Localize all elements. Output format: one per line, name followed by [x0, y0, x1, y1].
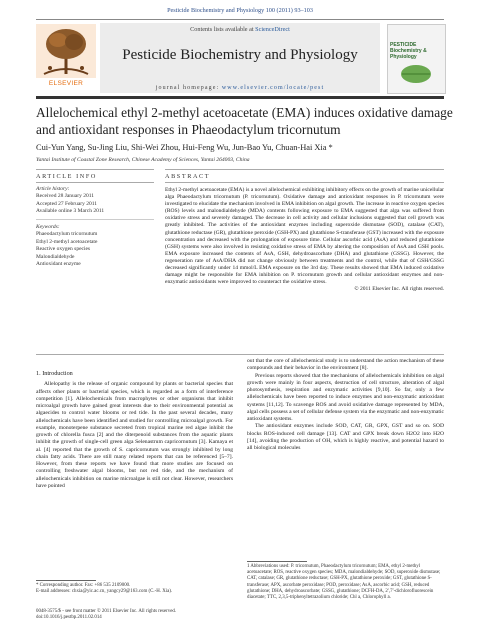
author-list: Cui-Yun Yang, Su-Jing Liu, Shi-Wei Zhou, Hui-Feng Wu, Jun-Bao Yu, Chuan-Hai Xia *: [36, 143, 333, 152]
keyword-item: Antioxidant enzyme: [36, 261, 81, 268]
issn-block: [36, 609, 233, 621]
email-addresses[interactable]: E-mail addresses: chxia@yic.ac.cn, yangcy29@163.com (C.-H. Xia).: [36, 589, 173, 595]
abstract-copyright: © 2011 Elsevier Inc. All rights reserved.: [354, 286, 444, 293]
keyword-item: Phaeodactylum tricornutum: [36, 231, 98, 238]
body-left-column: [36, 370, 233, 490]
accepted-date: Accepted 27 February 2011: [36, 200, 98, 207]
paragraph: Previous reports showed that the mechanisms of allelochemicals inhibition on algal growth were mainly in four aspects, destruction of cell structure, alteration of algal photosynthesis, respiration and enzymatic activities [9,10]. So far, only a few allelochemicals have been reported to induce enzymes and non-enzymatic antioxidant systems [11,12]. To scavenge ROS and avoid oxidative damage represented by MDA, algal cells possess a set of cellular defense system via the enzymatic and non-enzymatic antioxidant systems.: [247, 372, 444, 422]
body-right-column: [247, 358, 444, 452]
paragraph: out that the core of allelochemical study is to understand the action mechanism of these compounds and their behavior in the environment [8].: [247, 358, 444, 372]
keyword-item: Reactive oxygen species: [36, 246, 91, 253]
sciencedirect-link[interactable]: ScienceDirect: [255, 26, 290, 33]
abstract-rule: [165, 169, 444, 170]
abbreviations-footnote: 1 Abbreviations used: P. tricornutum, Phaeodactylum tricornutum; EMA, ethyl 2-methyl acetoacetate; ROS, reactive oxygen species; MDA, malondialdehyde; SOD, superoxide dismutase; CAT, catalase; GR, glutathione reductase; GSH-PX, glutathione peroxide; GST, glutathione S-transferase; APX, ascorbate peroxidase; POD, peroxidase; AsA, ascorbic acid; GSH, reduced glutathione; DHA, dehydroascorbate; GSSG, glutathione; DCFH-DA, 2′,7′-dichlorofluorescein diacetate; TTC, 2,3,5-triphenyltetrazolium chloride; Chl a, Chlorophyll a.: [247, 564, 441, 601]
keywords-block: [36, 224, 156, 268]
corresponding-footnote-rule: [36, 580, 96, 581]
section-heading-introduction: 1. Introduction: [36, 370, 73, 377]
received-date: Received 28 January 2011: [36, 193, 94, 200]
article-info-rule-2: [36, 182, 154, 183]
elsevier-tree-logo: [36, 24, 96, 78]
doi-link[interactable]: doi:10.1016/j.pestbp.2011.02.014: [36, 615, 102, 621]
paragraph: The antioxidant enzymes include SOD, CAT, GR, GPX, GST and so on. SOD blocks ROS-induced cell damage [13]. CAT and GPX break down H2O2 into H2O [14], avoiding the production of OH, which is highly reactive, and potential hazard to all biological molecules: [247, 423, 444, 451]
contents-line: [100, 26, 380, 33]
abstract-body: [165, 187, 444, 293]
corresponding-author: * Corresponding author. Fax: +86 535 2109000.: [36, 583, 131, 588]
paragraph: Allelopathy is the release of organic compound by plants or bacterial species that affects other plants or bacterial species, which is regarded as a form of interference competition [1]. Allelochemicals from macrophytes or other organisms that inhibit microalgal growth have gained great interests due to their environmental potential as algaecides to control water blooms or red tide. In the past several decades, many allelochemicals have been identified and studied for controlling microalgal growth. For example, monoterpene substance secreted from tropical marine red algae inhibit the growth of chlorella fusca [2] and the diterpenoid substances from the aquatic plants inhibit the growth of single-cell green alga Selenastrum capricornutum [3]. Kamaya et al. [4] reported that the growth of S. capricornutum was strongly inhibited by long chain fatty acids. There are still many related reports that can be referenced [5–7]. However, from these reports we have found that more studies are focused on controlling freshwater algal blooms, but not red tide, and the mechanism of allelochemicals inhibition on marine microalgae is still not clear. However, researchers have pointed: [36, 381, 233, 489]
keywords-label: Keywords:: [36, 224, 60, 230]
history-label: Article history:: [36, 186, 70, 192]
cover-leaf-image: [399, 60, 433, 88]
abstract-rule-2: [165, 182, 444, 183]
corresponding-author-note: [36, 583, 233, 595]
keyword-item: Ethyl 2-methyl acetoacetate: [36, 238, 98, 245]
running-head: Pesticide Biochemistry and Physiology 100 (2011) 93–103: [167, 7, 313, 14]
homepage-prefix: journal homepage:: [155, 85, 222, 91]
abstract-bottom-rule: [36, 354, 444, 355]
homepage-link[interactable]: www.elsevier.com/locate/pest: [221, 85, 325, 91]
abstract-heading: ABSTRACT: [165, 173, 211, 180]
journal-title: Pesticide Biochemistry and Physiology: [122, 47, 358, 63]
article-title: [36, 104, 456, 138]
keywords-rule: [36, 219, 154, 220]
cover-title: PESTICIDE Biochemistry & Physiology: [390, 42, 427, 60]
article-info-rule: [36, 169, 154, 170]
contents-prefix: Contents lists available at: [190, 26, 256, 33]
article-info-heading: ARTICLE INFO: [36, 173, 97, 180]
header-rule: [36, 19, 444, 20]
abstract-text: Ethyl 2-methyl acetoacetate (EMA) is a novel allelochemical exhibiting inhibitory effects on the growth of marine unicellular alga Phaeodactylum tricornutum (P. tricornutum). Oxidative damage and antioxidant responses in P. tricornutum were investigated to elucidate the mechanism involved in EMA inhibition on algal growth. The increase in reactive oxygen species (ROS) levels and malondialdehyde (MDA) contents following exposure to EMA suggested that alga was suffered from oxidative stress and severely damaged. The decrease in cell activity and cellular inclusions suggested that cell growth was greatly inhibited. The activities of the antioxidant enzymes including superoxide dismutase (SOD), catalase (CAT), glutathione reductase (GR), glutathione peroxide (GSH-PX) and glutathione S-transferase (GST) increased with the exposure concentration and decreased with the prolongation of exposure time. Cellular ascorbic acid (AsA) and reduced glutathione (GSH) systems were also involved in resisting oxidative stress of EMA by altering the composition of AsA and GSH pools. EMA exposure increased the contents of AsA, GSH, dehydroascorbate (DHA) and glutathione (GSSG). However, the regeneration rate of AsA/DHA did not change obviously between treatments and the control, while that of GSH/GSSG decreased significantly under 14 mmol/L EMA exposure on the 3rd day. These results showed that EMA induced oxidative damage might be responsible for EMA inhibition on P. tricornutum growth and cellular antioxidant enzymes and non-enzymatic antioxidants were improved to counteract the oxidative stress.: [165, 187, 444, 286]
issn-line: 0048-3575/$ - see front matter © 2011 Elsevier Inc. All rights reserved.: [36, 609, 177, 614]
header-thick-rule: [36, 96, 444, 99]
journal-homepage: [100, 85, 380, 91]
keyword-item: Malondialdehyde: [36, 253, 75, 260]
affiliation: Yantai Institute of Coastal Zone Research, Chinese Academy of Sciences, Yantai 264003, China: [36, 157, 250, 163]
abbreviations-footnote-rule: [247, 561, 307, 562]
online-date: Available online 3 March 2011: [36, 208, 105, 215]
article-history: [36, 186, 156, 216]
article-title-text: Allelochemical ethyl 2-methyl acetoacetate (EMA) induces oxidative damage and antioxidant responses in Phaeodactylum tricornutum: [36, 105, 453, 137]
publisher-name: ELSEVIER: [48, 80, 84, 87]
